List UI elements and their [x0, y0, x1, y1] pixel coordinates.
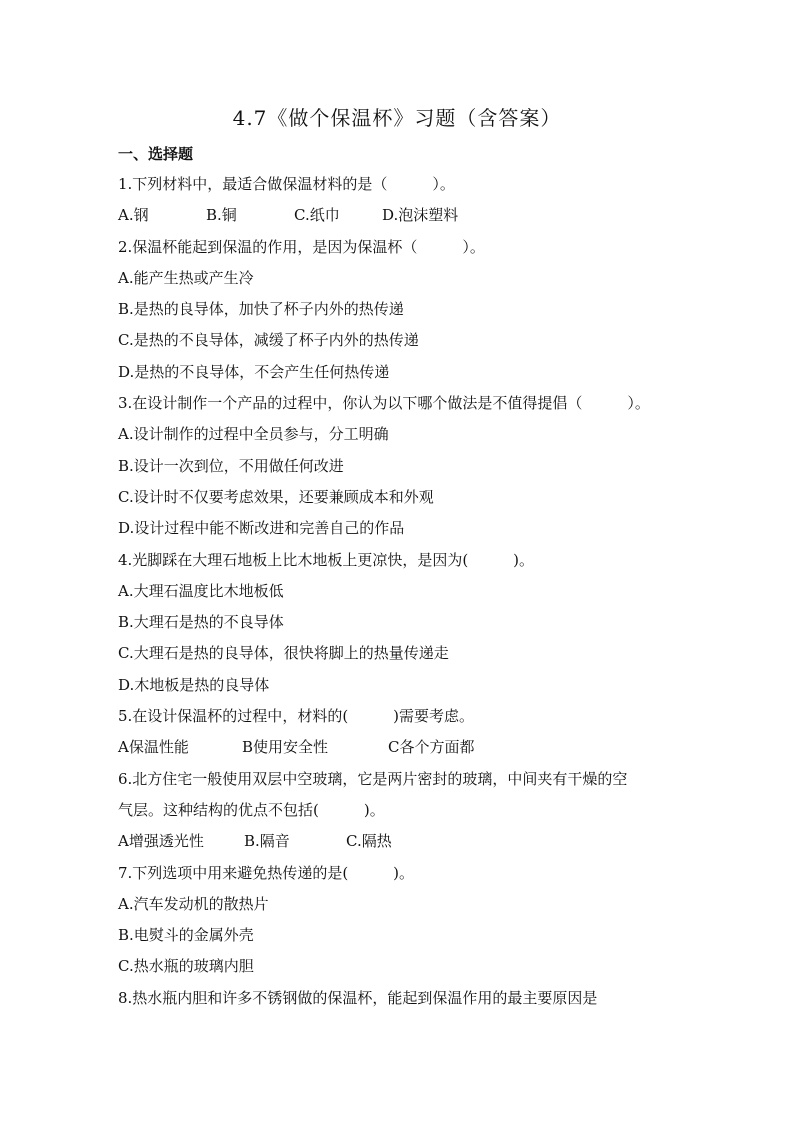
- question-3-stem: 3.在设计制作一个产品的过程中，你认为以下哪个做法是不值得提倡（ ）。: [118, 394, 650, 413]
- q3-option-b: B.设计一次到位，不用做任何改进: [118, 456, 344, 475]
- question-6-stem-line-2: 气层。这种结构的优点不包括( )。: [118, 800, 385, 819]
- q4-option-a: A.大理石温度比木地板低: [118, 581, 284, 600]
- q7-option-b: B.电熨斗的金属外壳: [118, 926, 254, 945]
- question-list: [118, 173, 718, 1018]
- q4-option-c: C.大理石是热的良导体，很快将脚上的热量传递走: [118, 644, 449, 663]
- q7-option-c: C.热水瓶的玻璃内胆: [118, 957, 254, 976]
- q2-option-d: D.是热的不良导体，不会产生任何热传递: [118, 362, 390, 381]
- q2-option-b: B.是热的良导体，加快了杯子内外的热传递: [118, 300, 404, 319]
- q1-option-a: A.钢: [118, 206, 149, 225]
- q5-option-b: B使用安全性: [242, 738, 329, 757]
- q4-option-b: B.大理石是热的不良导体: [118, 613, 284, 632]
- q3-option-d: D.设计过程中能不断改进和完善自己的作品: [118, 519, 405, 538]
- question-4-stem: 4.光脚踩在大理石地板上比木地板上更凉快，是因为( )。: [118, 550, 535, 569]
- q1-option-d: D.泡沫塑料: [382, 206, 459, 225]
- q3-option-c: C.设计时不仅要考虑效果，还要兼顾成本和外观: [118, 487, 434, 506]
- q6-option-c: C.隔热: [346, 832, 392, 851]
- q4-option-d: D.木地板是热的良导体: [118, 675, 270, 694]
- q6-option-a: A增强透光性: [118, 832, 204, 851]
- q2-option-a: A.能产生热或产生冷: [118, 268, 254, 287]
- q3-option-a: A.设计制作的过程中全员参与，分工明确: [118, 425, 389, 444]
- q2-option-c: C.是热的不良导体，减缓了杯子内外的热传递: [118, 331, 419, 350]
- q1-option-b: B.铜: [206, 206, 237, 225]
- page-title: 4.7《做个保温杯》习题（含答案）: [232, 106, 562, 130]
- q6-option-b: B.隔音: [244, 832, 290, 851]
- question-1-options: [118, 204, 718, 235]
- question-1-stem: 1.下列材料中，最适合做保温材料的是（ ）。: [118, 175, 455, 193]
- question-2-stem: 2.保温杯能起到保温的作用，是因为保温杯（ ）。: [118, 237, 485, 256]
- q5-option-a: A保温性能: [118, 738, 189, 757]
- question-7-stem: 7.下列选项中用来避免热传递的是( )。: [118, 863, 415, 882]
- question-5-options: [118, 736, 718, 767]
- q5-option-c: C各个方面都: [388, 738, 475, 757]
- question-8-stem: 8.热水瓶内胆和许多不锈钢做的保温杯，能起到保温作用的最主要原因是: [118, 988, 598, 1007]
- question-5-stem: 5.在设计保温杯的过程中，材料的( )需要考虑。: [118, 707, 475, 726]
- q7-option-a: A.汽车发动机的散热片: [118, 894, 269, 913]
- question-6-stem-line-1: 6.北方住宅一般使用双层中空玻璃，它是两片密封的玻璃，中间夹有干燥的空: [118, 769, 628, 788]
- question-6-options: [118, 830, 718, 861]
- section-heading: 一、选择题: [118, 145, 194, 163]
- q1-option-c: C.纸巾: [294, 206, 340, 225]
